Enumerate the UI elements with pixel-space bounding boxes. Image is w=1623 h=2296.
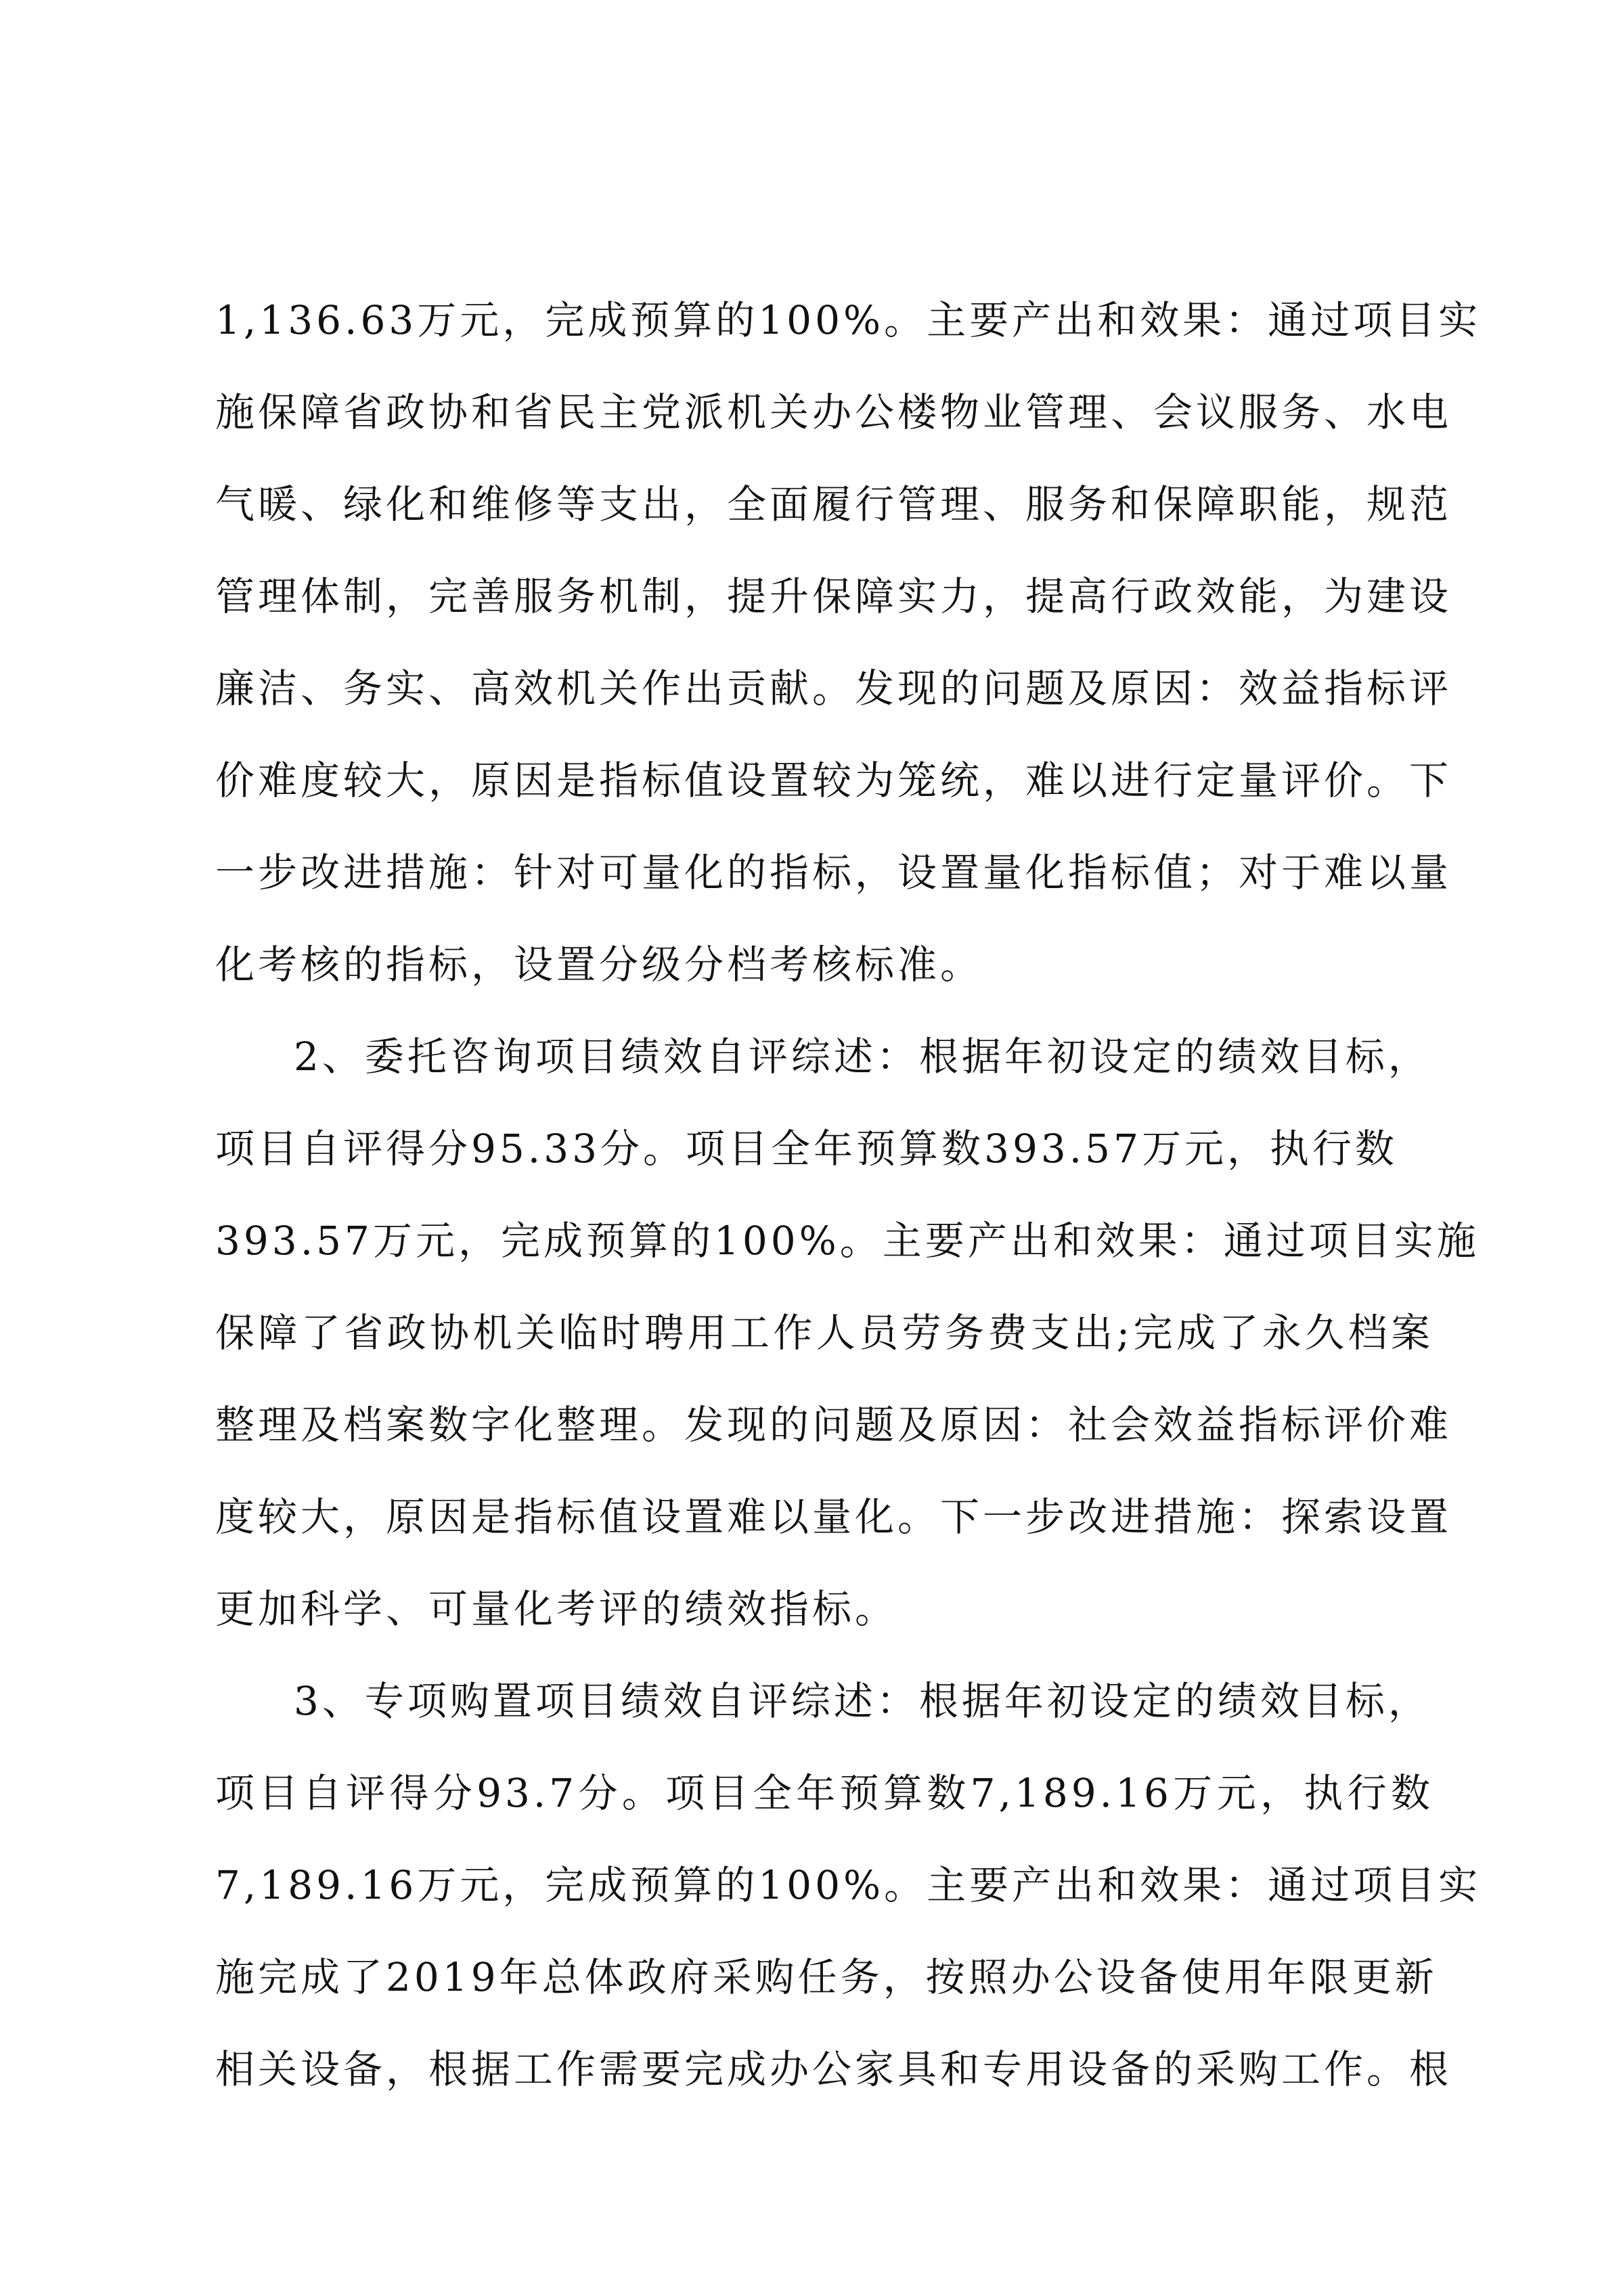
text-line: 化考核的指标，设置分级分档考核标准。 (215, 942, 983, 988)
text-line: 一步改进措施：针对可量化的指标，设置量化指标值；对于难以量 (215, 849, 1452, 896)
text-line: 保障了省政协机关临时聘用工作人员劳务费支出;完成了永久档案 (215, 1310, 1433, 1356)
text-line: 项目自评得分93.7分。项目全年预算数7,189.16万元，执行数 (215, 1770, 1433, 1816)
paragraph-start-line: 3、专项购置项目绩效自评综述：根据年初设定的绩效目标， (294, 1678, 1431, 1724)
text-line: 价难度较大，原因是指标值设置较为笼统，难以进行定量评价。下 (215, 757, 1452, 803)
text-line: 气暖、绿化和维修等支出，全面履行管理、服务和保障职能，规范 (215, 481, 1452, 527)
text-line: 施完成了2019年总体政府采购任务，按照办公设备使用年限更新 (215, 1954, 1438, 2000)
paragraph-start-line: 2、委托咨询项目绩效自评综述：根据年初设定的绩效目标， (294, 1034, 1431, 1080)
text-line: 施保障省政协和省民主党派机关办公楼物业管理、会议服务、水电 (215, 389, 1452, 435)
text-line: 管理体制，完善服务机制，提升保障实力，提高行政效能，为建设 (215, 573, 1452, 619)
text-line: 1,136.63万元，完成预算的100%。主要产出和效果：通过项目实 (215, 297, 1482, 343)
text-line: 廉洁、务实、高效机关作出贡献。发现的问题及原因：效益指标评 (215, 665, 1452, 711)
text-line: 7,189.16万元，完成预算的100%。主要产出和效果：通过项目实 (215, 1862, 1482, 1908)
body-text (215, 274, 1482, 2115)
text-line: 项目自评得分95.33分。项目全年预算数393.57万元，执行数 (215, 1126, 1398, 1172)
text-line: 更加科学、可量化考评的绩效指标。 (215, 1586, 898, 1632)
text-line: 393.57万元，完成预算的100%。主要产出和效果：通过项目实施 (215, 1218, 1480, 1264)
text-line: 整理及档案数字化整理。发现的问题及原因：社会效益指标评价难 (215, 1402, 1452, 1448)
text-line: 度较大，原因是指标值设置难以量化。下一步改进措施：探索设置 (215, 1494, 1452, 1540)
text-line: 相关设备，根据工作需要完成办公家具和专用设备的采购工作。根 (215, 2046, 1452, 2092)
